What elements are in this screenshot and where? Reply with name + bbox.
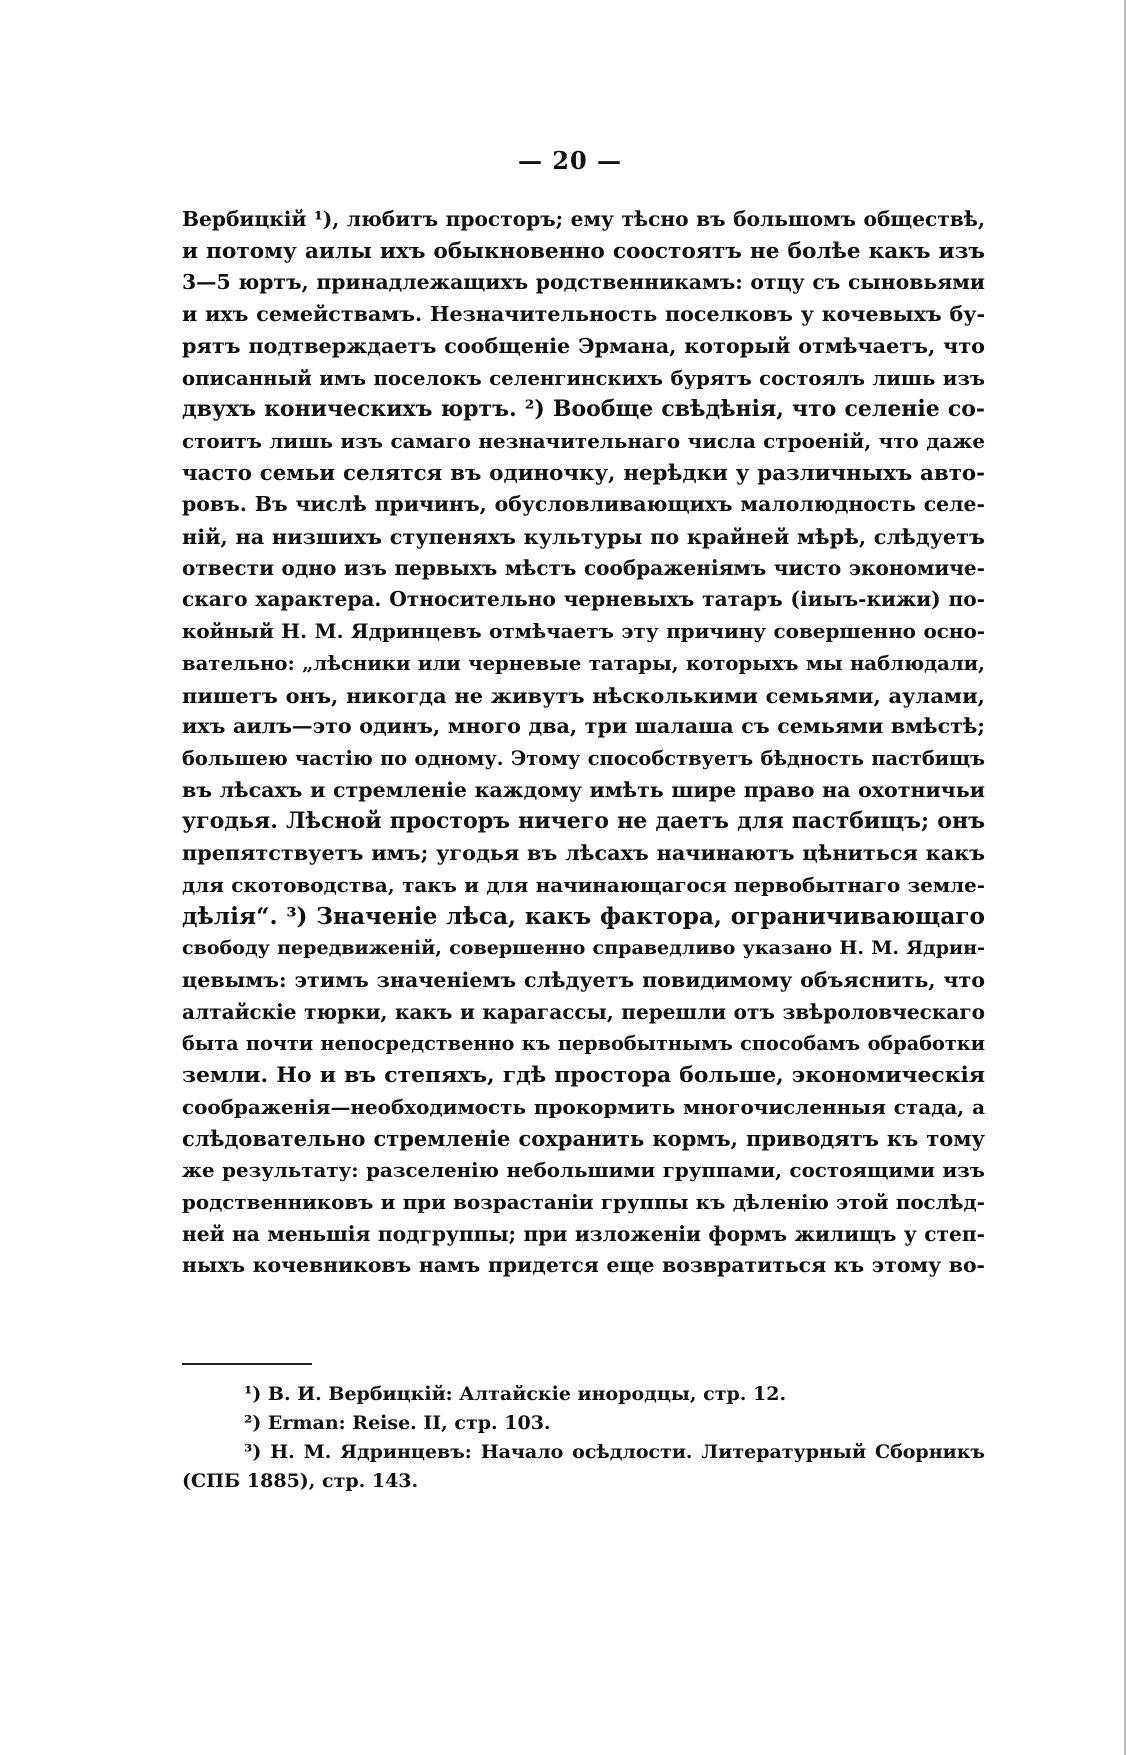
text-line: въ лѣсахъ и стремленіе каждому имѣть шире право на охотничьи xyxy=(182,777,985,802)
text-line: быта почти непосредственно къ первобытнымъ способамъ обработки xyxy=(182,1032,985,1056)
text-line: родственниковъ и при возрастаніи группы къ дѣленію этой послѣд- xyxy=(182,1189,985,1214)
text-line: большею частію по одному. Этому способствуетъ бѣдность пастбищъ xyxy=(182,746,985,770)
text-line: пишетъ онъ, никогда не живутъ нѣсколькими семьями, аулами, xyxy=(182,682,985,708)
text-line: слѣдовательно стремленіе сохранить кормъ, приводятъ къ тому xyxy=(182,1126,985,1152)
text-line: часто семьи селятся въ одиночку, нерѣдки у различныхъ авто- xyxy=(182,460,985,486)
footnote-1: ¹) В. И. Вербицкій: Алтайскіе инородцы, стр. 12. xyxy=(244,1383,787,1405)
text-line: же результату: разселенію небольшими группами, состоящими изъ xyxy=(182,1158,985,1183)
text-line: и ихъ семействамъ. Незначительность поселковъ у кочевыхъ бу- xyxy=(182,302,985,327)
text-line: ихъ аилъ—это одинъ, много два, три шалаша съ семьями вмѣстѣ; xyxy=(182,714,985,739)
body-text xyxy=(182,204,985,1282)
text-line: рятъ подтверждаетъ сообщеніе Эрмана, который отмѣчаетъ, что xyxy=(182,333,985,358)
footnote-divider xyxy=(182,1363,312,1365)
text-line: вательно: „лѣсники или черневые татары, которыхъ мы наблюдали, xyxy=(182,651,985,675)
page-edge-line xyxy=(1124,0,1126,1755)
text-line: для скотоводства, такъ и для начинающагося первобытнаго земле- xyxy=(182,872,985,897)
text-line: ныхъ кочевниковъ намъ придется еще возвратиться къ этому во- xyxy=(182,1253,985,1278)
text-line: свободу передвиженій, совершенно справедливо указано Н. М. Ядрин- xyxy=(182,937,985,960)
text-line: описанный имъ поселокъ селенгинскихъ бурятъ состоялъ лишь изъ xyxy=(182,366,985,390)
text-line: цевымъ: этимъ значеніемъ слѣдуетъ повидимому объяснить, что xyxy=(182,967,985,992)
text-line: ней на меньшія подгруппы; при изложеніи формъ жилищъ у степ- xyxy=(182,1221,985,1246)
text-line: Вербицкій ¹), любитъ просторъ; ему тѣсно въ большомъ обществѣ, xyxy=(182,207,985,231)
footnote-2: ²) Erman: Reise. II, стр. 103. xyxy=(244,1412,551,1434)
text-line: земли. Но и въ степяхъ, гдѣ простора больше, экономическія xyxy=(182,1061,985,1088)
text-line: и потому аилы ихъ обыкновенно соостоятъ не болѣе какъ изъ xyxy=(182,238,985,264)
text-line: двухъ коническихъ юртъ. ²) Вообще свѣдѣнія, что селеніе со- xyxy=(182,396,985,423)
footnote-3-continuation: (СПБ 1885), стр. 143. xyxy=(182,1470,419,1492)
text-line: ровъ. Въ числѣ причинъ, обусловливающихъ малолюдность селе- xyxy=(182,492,985,517)
footnote-3: ³) Н. М. Ядринцевъ: Начало осѣдлости. Литературный Сборникъ xyxy=(244,1441,985,1463)
page-number: — 20 — xyxy=(517,146,623,175)
text-line: соображенія—необходимость прокормить многочисленныя стада, а xyxy=(182,1094,985,1119)
text-line: дѣлія“. ³) Значеніе лѣса, какъ фактора, ограничивающаго xyxy=(182,903,985,931)
footnotes xyxy=(182,1380,985,1496)
text-line: 3—5 юртъ, принадлежащихъ родственникамъ: отцу съ сыновьями xyxy=(182,270,985,295)
text-line: препятствуетъ имъ; угодья въ лѣсахъ начинаютъ цѣниться какъ xyxy=(182,841,985,866)
text-line: угодья. Лѣсной просторъ ничего не даетъ для пастбищъ; онъ xyxy=(182,808,985,835)
text-line: алтайскіе тюрки, какъ и карагассы, перешли отъ звѣроловческаго xyxy=(182,999,985,1024)
text-line: отвести одно изъ первыхъ мѣстъ соображеніямъ чисто экономиче- xyxy=(182,555,985,580)
text-line: скаго характера. Относительно черневыхъ татаръ (іиыъ-кижи) по- xyxy=(182,587,985,612)
text-line: стоитъ лишь изъ самаго незначительнаго числа строеній, что даже xyxy=(182,428,985,453)
text-line: койный Н. М. Ядринцевъ отмѣчаетъ эту причину совершенно осно- xyxy=(182,619,985,644)
text-line: ній, на низшихъ ступеняхъ культуры по крайней мѣрѣ, слѣдуетъ xyxy=(182,524,985,550)
